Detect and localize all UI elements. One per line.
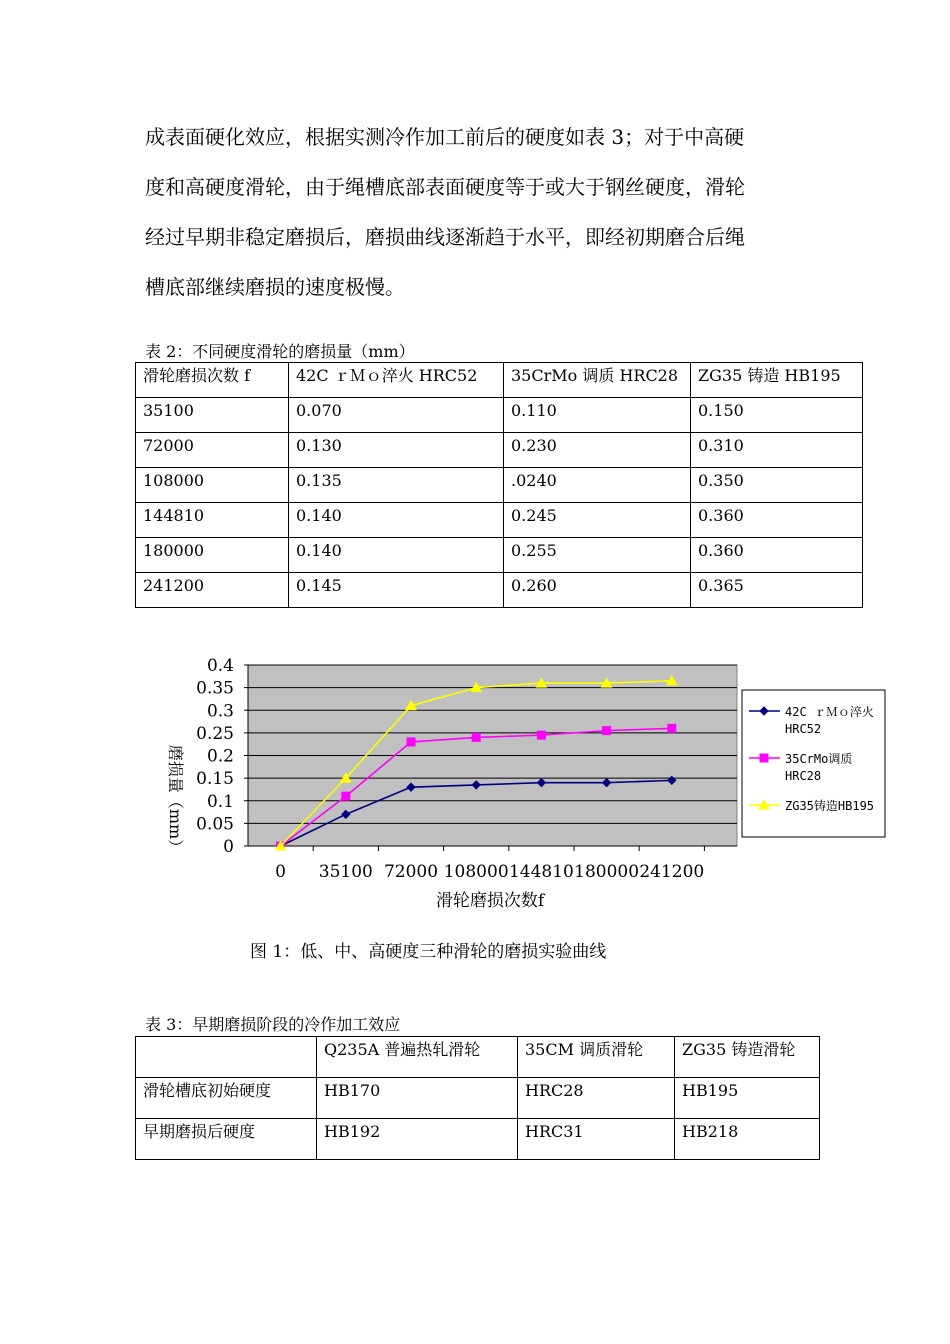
- x-tick-label: 0: [275, 862, 287, 882]
- y-tick-label: 0.1: [206, 791, 234, 812]
- table-cell: 0.365: [691, 573, 863, 608]
- y-tick-label: 0.3: [206, 701, 234, 722]
- table-cell: 0.310: [691, 433, 863, 468]
- table-cell: 0.150: [691, 398, 863, 433]
- header-cell: 滑轮磨损次数 f: [136, 363, 289, 398]
- table-cell: 0.130: [289, 433, 504, 468]
- table-cell: 0.260: [504, 573, 691, 608]
- table-cell: 35100: [136, 398, 289, 433]
- table-cell: 0.145: [289, 573, 504, 608]
- x-tick-label: 180000: [574, 862, 640, 882]
- data-point: [668, 724, 676, 732]
- table2: [135, 362, 863, 608]
- x-tick-label: 108000: [443, 862, 509, 882]
- table-cell: 0.140: [289, 538, 504, 573]
- table-cell: HB192: [317, 1119, 518, 1160]
- legend-label: HRC28: [785, 769, 822, 783]
- table-cell: HRC28: [518, 1078, 675, 1119]
- header-cell: 35CrMo 调质 HRC28: [504, 363, 691, 398]
- data-point: [407, 738, 415, 746]
- y-tick-label: 0.2: [206, 746, 234, 767]
- legend-label: 35CrMo调质: [785, 752, 853, 766]
- table-row: [136, 503, 863, 538]
- table3-caption: 表 3：早期磨损阶段的冷作加工效应: [145, 1015, 401, 1034]
- y-tick-label: 0.35: [196, 678, 234, 699]
- legend-label: ZG35铸造HB195: [785, 799, 875, 813]
- table-cell: 144810: [136, 503, 289, 538]
- x-tick-label: 144810: [508, 862, 574, 882]
- data-point: [472, 733, 480, 741]
- y-tick-label: 0.15: [196, 769, 234, 790]
- y-tick-label: 0.05: [196, 814, 234, 835]
- table-cell: 0.255: [504, 538, 691, 573]
- header-cell: Q235A 普遍热轧滑轮: [317, 1037, 518, 1078]
- table-row: [136, 1119, 820, 1160]
- table-cell: 180000: [136, 538, 289, 573]
- data-point: [603, 727, 611, 735]
- chart-legend: [742, 690, 885, 837]
- table-cell: HB170: [317, 1078, 518, 1119]
- x-axis-label: 滑轮磨损次数f: [435, 891, 545, 911]
- table-cell: 0.140: [289, 503, 504, 538]
- y-tick-labels: [196, 656, 248, 857]
- header-cell: 35CM 调质滑轮: [518, 1037, 675, 1078]
- table-header-row: [136, 1037, 820, 1078]
- x-tick-label: 241200: [639, 862, 705, 882]
- table-cell: 241200: [136, 573, 289, 608]
- table-cell: HB218: [675, 1119, 820, 1160]
- table-cell: 早期磨损后硬度: [136, 1119, 317, 1160]
- table-row: [136, 573, 863, 608]
- table-cell: .0240: [504, 468, 691, 503]
- y-axis-label: 磨损量（mm）: [166, 744, 185, 856]
- table-row: [136, 398, 863, 433]
- x-tick-labels: [275, 846, 704, 882]
- paragraph-line: 槽底部继续磨损的速度极慢。: [145, 275, 405, 299]
- data-point: [537, 731, 545, 739]
- table3: [135, 1036, 820, 1160]
- table-cell: 72000: [136, 433, 289, 468]
- paragraph-line: 度和高硬度滑轮，由于绳槽底部表面硬度等于或大于钢丝硬度，滑轮: [145, 175, 745, 199]
- table-cell: 0.135: [289, 468, 504, 503]
- body-paragraph: [145, 112, 815, 312]
- table-cell: 0.245: [504, 503, 691, 538]
- header-cell: ZG35 铸造滑轮: [675, 1037, 820, 1078]
- x-tick-label: 72000: [383, 862, 439, 882]
- table-cell: 0.230: [504, 433, 691, 468]
- legend-label: HRC52: [785, 722, 822, 736]
- table-cell: 108000: [136, 468, 289, 503]
- table-row: [136, 468, 863, 503]
- table-cell: 0.110: [504, 398, 691, 433]
- table-row: [136, 1078, 820, 1119]
- table-row: [136, 538, 863, 573]
- legend-label: 42C ｒＭｏ淬火: [785, 705, 874, 719]
- y-tick-label: 0.25: [196, 723, 234, 744]
- table-cell: 0.350: [691, 468, 863, 503]
- header-cell: ZG35 铸造 HB195: [691, 363, 863, 398]
- table2-caption: 表 2：不同硬度滑轮的磨损量（mm）: [145, 342, 415, 361]
- table-cell: 0.070: [289, 398, 504, 433]
- table-cell: HB195: [675, 1078, 820, 1119]
- paragraph-line: 经过早期非稳定磨损后，磨损曲线逐渐趋于水平，即经初期磨合后绳: [145, 225, 745, 249]
- data-point: [342, 792, 350, 800]
- table-cell: 0.360: [691, 503, 863, 538]
- table-cell: 0.360: [691, 538, 863, 573]
- chart-grid: [248, 665, 737, 846]
- header-cell: 42C ｒＭｏ淬火 HRC52: [289, 363, 504, 398]
- table-header-row: [136, 363, 863, 398]
- y-tick-label: 0: [223, 837, 234, 857]
- table-row: [136, 433, 863, 468]
- wear-curve-chart: [160, 650, 890, 915]
- legend-marker: [760, 754, 768, 762]
- header-cell: [136, 1037, 317, 1078]
- y-tick-label: 0.4: [206, 656, 234, 676]
- figure-caption: 图 1：低、中、高硬度三种滑轮的磨损实验曲线: [250, 942, 607, 962]
- x-tick-label: 35100: [318, 862, 373, 882]
- table-cell: HRC31: [518, 1119, 675, 1160]
- table-cell: 滑轮槽底初始硬度: [136, 1078, 317, 1119]
- paragraph-line: 成表面硬化效应，根据实测冷作加工前后的硬度如表 3；对于中高硬: [145, 125, 745, 149]
